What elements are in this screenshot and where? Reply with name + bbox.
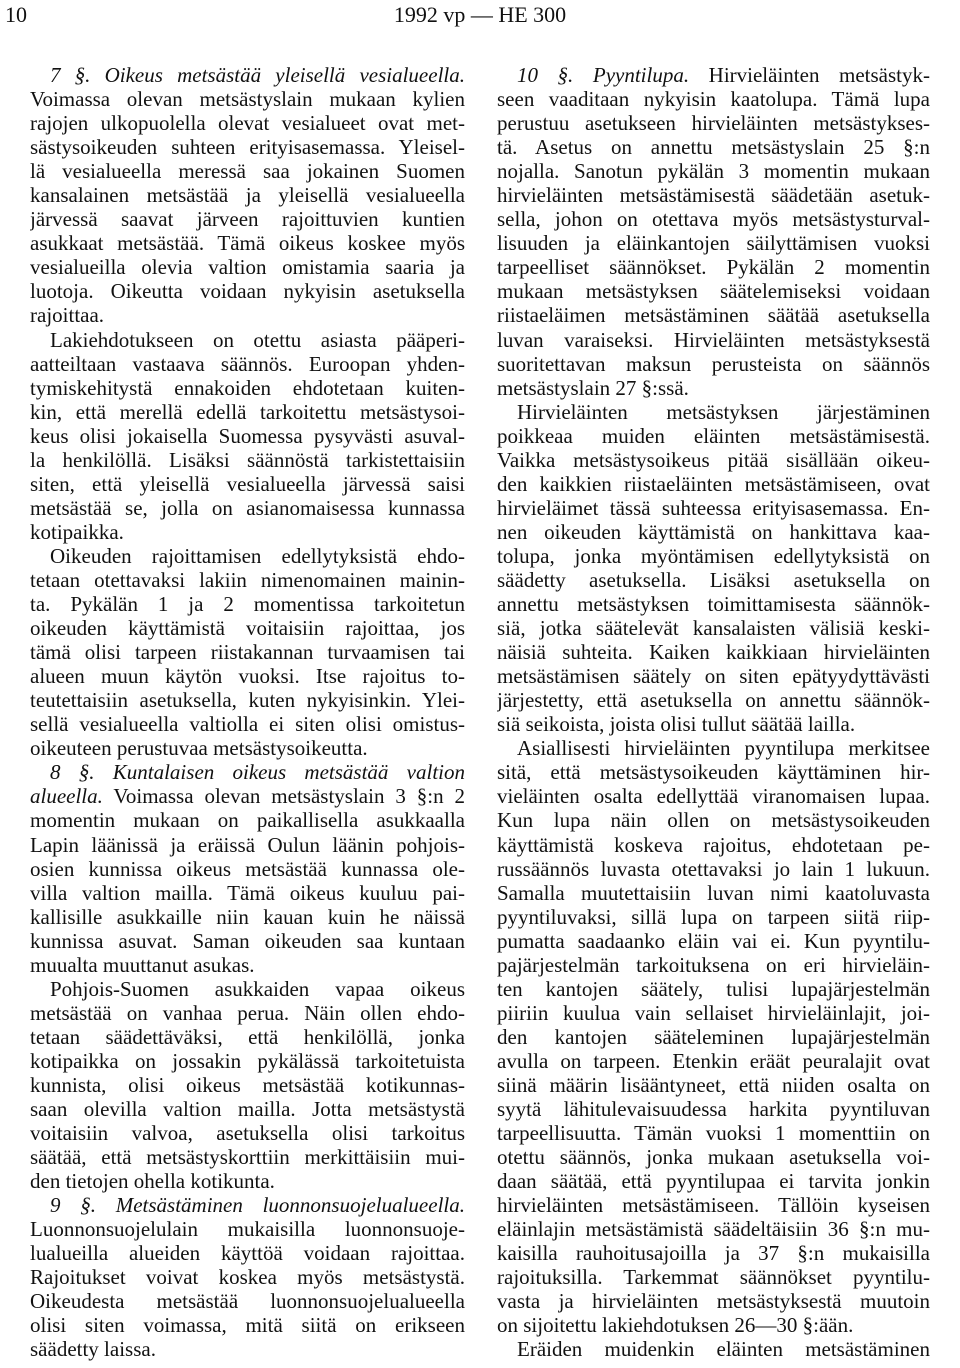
text-line	[30, 159, 465, 183]
text-line	[497, 255, 930, 279]
line-text: oikeuden käyttämistä voitaisiin rajoittaa, jos	[30, 616, 465, 641]
text-line	[497, 688, 930, 712]
line-text: alueen muun käytön vuoksi. Itse rajoitus to-	[30, 664, 465, 689]
text-line	[497, 881, 930, 905]
text-line	[497, 664, 930, 688]
text-line	[497, 592, 930, 616]
text-line	[30, 1001, 465, 1025]
text-line	[30, 1049, 465, 1073]
text-line	[30, 1025, 465, 1049]
text-line	[497, 472, 930, 496]
line-text: pyyntiluvaksi, sillä lupa on tarpeen siitä riip-	[497, 904, 930, 929]
line-text: Asiallisesti hirvieläinten pyyntilupa merkitsee	[517, 736, 930, 761]
line-text: riistaeläimen metsästäminen säätää asetuksella	[497, 303, 930, 328]
text-line	[497, 640, 930, 664]
text-line	[30, 1337, 465, 1361]
section-heading-line	[497, 63, 930, 87]
line-text: aatteiltaan vastaava säännös. Euroopan yhden-	[30, 351, 465, 376]
text-line	[30, 207, 465, 231]
line-text: tarpeellisuutta. Tämän vuoksi 1 momenttiin on	[497, 1121, 930, 1146]
line-text: oikeuteen perustuvaa metsästysoikeutta.	[30, 736, 368, 761]
section-heading: alueella.	[30, 784, 103, 809]
text-line	[497, 953, 930, 977]
text-line	[30, 424, 465, 448]
line-text: järvessä saavat järveen rajoittuvien kuntien	[30, 207, 465, 232]
line-text: keus olisi jokaisella Suomessa pysyvästi asuval-	[30, 423, 465, 448]
text-line	[497, 544, 930, 568]
text-line	[497, 159, 930, 183]
text-line	[497, 496, 930, 520]
text-line	[30, 808, 465, 832]
line-text: mukaan metsästyksen säätelemiseksi voidaan	[497, 279, 930, 304]
text-line	[30, 1241, 465, 1265]
line-text: pumatta saadaanko eläin vai ei. Kun pyyntilu-	[497, 928, 930, 953]
line-text: Vaikka metsästysoikeus pitää sisällään oikeu-	[497, 447, 930, 472]
text-line	[497, 905, 930, 929]
line-text: tarpeelliset säännökset. Pykälän 2 momentin	[497, 255, 930, 280]
line-text: metsästää on vanhaa perua. Näin ollen ehdo-	[30, 1000, 465, 1025]
section-heading-line	[30, 63, 465, 87]
text-line	[497, 183, 930, 207]
line-text: Hirvieläinten metsästyksen järjestäminen	[517, 399, 930, 424]
line-text: lä vesialueella meressä saa jokainen Suomen	[30, 159, 465, 184]
left-text-column	[30, 63, 465, 1362]
text-line	[497, 303, 930, 327]
text-line	[497, 977, 930, 1001]
line-text: sella, johon on otettava myös metsästysturval-	[497, 207, 930, 232]
line-text: suoritettavan maksun perusteista on säännös	[497, 351, 930, 376]
line-text: lisuuden ja eläinkantojen säilyttämisen vuoksi	[497, 231, 930, 256]
line-text: voitaisiin valvoa, asetuksella olisi tarkoitus	[30, 1121, 465, 1146]
text-line	[30, 881, 465, 905]
line-text: osien kunnissa oikeus metsästää kunnassa ole-	[30, 856, 465, 881]
text-line	[30, 664, 465, 688]
text-line	[497, 1073, 930, 1097]
text-line	[30, 1265, 465, 1289]
text-line	[497, 520, 930, 544]
line-text: den kaikkien riistaeläinten metsästämiseen, ovat	[497, 471, 930, 496]
text-line	[30, 231, 465, 255]
text-line	[497, 1145, 930, 1169]
line-text: metsästää se, jolla on asianomaisessa kunnassa	[30, 495, 465, 520]
line-text: kotipaikka.	[30, 519, 124, 544]
right-text-column	[497, 63, 930, 1362]
text-line	[497, 1337, 930, 1361]
text-line	[497, 1001, 930, 1025]
text-line	[30, 1097, 465, 1121]
text-line	[30, 1121, 465, 1145]
text-line	[30, 255, 465, 279]
line-text: tolupa, jonka myöntämisen edellytyksistä on	[497, 543, 930, 568]
line-text: Pohjois-Suomen asukkaiden vapaa oikeus	[50, 976, 465, 1001]
line-text: luotoja. Oikeutta voidaan nykyisin asetuksella	[30, 279, 465, 304]
line-text: pajärjestelmän tarkoituksena on eri hirvieläin-	[497, 952, 930, 977]
line-text: otettu säännös, jonka mukaan asetuksella voi-	[497, 1145, 930, 1170]
line-text: nen oikeuden käyttämistä on hankittava kaa-	[497, 519, 930, 544]
text-line	[497, 808, 930, 832]
line-text: tämä olisi tarpeen riistakannan turvaamisen tai	[30, 640, 465, 665]
text-line	[497, 135, 930, 159]
line-text: eläinlajin metsästämistä säädeltäisiin 36 §:n mu-	[497, 1217, 930, 1242]
line-text: rajoittaa.	[30, 303, 105, 328]
line-text: Voimassa olevan metsästyslain 3 §:n 2	[102, 784, 465, 809]
line-text: daan säätää, että pyyntilupaa ei tarvita jonkin	[497, 1169, 930, 1194]
text-line	[497, 568, 930, 592]
line-text: seen vaaditaan nykyisin kaatolupa. Tämä lupa	[497, 87, 930, 112]
text-line	[30, 135, 465, 159]
text-line	[30, 640, 465, 664]
line-text: järjestetty, että asetuksella on annettu säännök-	[497, 688, 930, 713]
text-line	[30, 448, 465, 472]
line-text: säädetty asetuksella. Lisäksi asetuksella on	[497, 567, 930, 592]
line-text: tetaan otettavaksi lakiin nimenomainen mainin-	[30, 567, 465, 592]
line-text: Kun lupa näin ollen on metsästysoikeuden	[497, 808, 930, 833]
text-line	[30, 111, 465, 135]
line-text: Oikeudesta metsästää luonnonsuojelualueella	[30, 1289, 465, 1314]
text-line	[497, 760, 930, 784]
text-line	[30, 1313, 465, 1337]
text-line	[497, 207, 930, 231]
text-line	[497, 712, 930, 736]
line-text: metsästämisen säätely on siten epätyydyttävästi	[497, 664, 930, 689]
text-line	[30, 1145, 465, 1169]
line-text: poikkeaa muiden eläinten metsästämisestä.	[497, 423, 930, 448]
line-text: Eräiden muidenkin eläinten metsästäminen	[517, 1337, 930, 1362]
line-text: siinä määrin lisääntyneet, että niiden osalta on	[497, 1072, 930, 1097]
section-heading: 10 §. Pyyntilupa.	[517, 63, 690, 87]
text-line	[497, 736, 930, 760]
text-line	[30, 303, 465, 327]
line-text: sitä, että metsästysoikeuden käyttäminen hir-	[497, 760, 930, 785]
text-line	[497, 1193, 930, 1217]
text-line	[30, 857, 465, 881]
text-line	[30, 1073, 465, 1097]
text-line	[497, 1025, 930, 1049]
line-text: säätää, että metsästyskorttiin merkittäisiin mui-	[30, 1145, 465, 1170]
line-text: rajoituksilla. Tarkemmat säännökset pyyntilu-	[497, 1265, 930, 1290]
line-text: kotipaikka on jossakin pykälässä tarkoitetuista	[30, 1048, 465, 1073]
section-heading: 8 §. Kuntalaisen oikeus metsästää valtion	[50, 760, 465, 785]
text-line	[30, 833, 465, 857]
line-text: olisi siten voimassa, mitä siitä on erikseen	[30, 1313, 465, 1338]
section-heading-line	[30, 760, 465, 784]
text-line	[30, 87, 465, 111]
line-text: ta. Pykälän 1 ja 2 momentissa tarkoitetun	[30, 592, 465, 617]
text-line	[30, 736, 465, 760]
section-heading-line	[30, 784, 465, 808]
text-line	[497, 857, 930, 881]
line-text: kallisille asukkaille niin kauan kuin he näissä	[30, 904, 465, 929]
line-text: kaisilla rauhoitusajoilla ja 37 §:n mukaisilla	[497, 1241, 930, 1266]
line-text: hirvieläinten metsästämisestä säädetään asetuk-	[497, 183, 930, 208]
line-text: syytä lähitulevaisuudessa harkita pyyntiluvan	[497, 1097, 930, 1122]
line-text: nojalla. Sanotun pykälän 3 momentin mukaan	[497, 159, 930, 184]
line-text: Voimassa olevan metsästyslain mukaan kylien	[30, 87, 465, 112]
text-line	[30, 616, 465, 640]
line-text: muualta muuttanut asukas.	[30, 952, 255, 977]
line-text: luvan varaiseksi. Hirvieläinten metsästyksestä	[497, 327, 930, 352]
text-line	[30, 544, 465, 568]
line-text: hirvieläinten metsästämiseen. Tällöin kyseisen	[497, 1193, 930, 1218]
text-line	[30, 279, 465, 303]
line-text: metsästyslain 27 §:ssä.	[497, 375, 689, 400]
line-text: tetaan säädettäväksi, että henkilöllä, jonka	[30, 1024, 465, 1049]
text-line	[497, 616, 930, 640]
line-text: villa valtion mailla. Tämä oikeus kuuluu pai-	[30, 880, 465, 905]
text-line	[497, 929, 930, 953]
line-text: vieläinten osalta edellyttää viranomaisen lupaa.	[497, 784, 930, 809]
page-header	[0, 2, 960, 28]
text-line	[30, 1169, 465, 1193]
line-text: teutettaisiin asetuksella, kuten nykyisinkin. Ylei-	[30, 688, 465, 713]
text-line	[30, 183, 465, 207]
text-line	[30, 352, 465, 376]
text-line	[497, 784, 930, 808]
line-text: den kantojen sääteleminen lupajärjestelmän	[497, 1024, 930, 1049]
text-line	[30, 929, 465, 953]
text-line	[497, 279, 930, 303]
text-line	[497, 1169, 930, 1193]
line-text: annettu metsästyksen toimittamisesta säännök-	[497, 592, 930, 617]
line-text: vesialueilla olevia valtion omistamia saaria ja	[30, 255, 465, 280]
text-line	[497, 833, 930, 857]
text-line	[497, 231, 930, 255]
line-text: kunnista, olisi oikeus metsästää kotikunnas-	[30, 1072, 465, 1097]
text-line	[30, 592, 465, 616]
text-line	[497, 448, 930, 472]
text-line	[497, 1313, 930, 1337]
line-text: siä seikoista, joista olisi tullut säätää lailla.	[497, 712, 856, 737]
text-line	[30, 520, 465, 544]
text-line	[497, 1097, 930, 1121]
text-line	[497, 111, 930, 135]
text-line	[30, 400, 465, 424]
text-line	[30, 688, 465, 712]
line-text: la henkilöllä. Lisäksi säännöstä tarkistettaisiin	[30, 447, 465, 472]
line-text: rajojen ulkopuolella olevat vesialueet ovat met-	[30, 111, 465, 136]
line-text: avulla on tarpeen. Etenkin eräät peuralajit ovat	[497, 1048, 930, 1073]
text-line	[30, 953, 465, 977]
line-text: momentin mukaan on paikallisella asukkaalla	[30, 808, 465, 833]
line-text: Luonnonsuojelulain mukaisilla luonnonsuoje-	[30, 1217, 465, 1242]
line-text: säädetty laissa.	[30, 1337, 156, 1362]
line-text: Lakiehdotukseen on otettu asiasta pääperi-	[50, 327, 465, 352]
line-text: Lapin läänissä ja eräissä Oulun läänin pohjois-	[30, 832, 465, 857]
line-text: on sijoitettu lakiehdotuksen 26—30 §:ään.	[497, 1313, 854, 1338]
text-line	[30, 712, 465, 736]
text-line	[497, 424, 930, 448]
text-line	[30, 905, 465, 929]
line-text: hirvieläimet tässä suhteessa erityisasemassa. En-	[497, 495, 930, 520]
line-text: siä, jotka säätelevät kansalaisten välisiä keski-	[497, 616, 930, 641]
text-line	[497, 1265, 930, 1289]
text-line	[30, 977, 465, 1001]
line-text: tä. Asetus on annettu metsästyslain 25 §:n	[497, 135, 930, 160]
text-line	[30, 1217, 465, 1241]
text-line	[30, 1289, 465, 1313]
line-text: lualueilla alueiden käyttöä voidaan rajoittaa.	[30, 1241, 465, 1266]
line-text: russäännös luvasta otettavaksi jo lain 1 lukuun.	[497, 856, 930, 881]
line-text: käyttämistä koskeva rajoitus, ehdotetaan pe-	[497, 832, 930, 857]
line-text: asukkaat metsästää. Tämä oikeus koskee myös	[30, 231, 465, 256]
line-text: Rajoitukset voivat koskea myös metsästystä.	[30, 1265, 465, 1290]
line-text: kunnissa asuvat. Saman oikeuden saa kuntaan	[30, 928, 465, 953]
text-line	[30, 472, 465, 496]
text-line	[497, 87, 930, 111]
section-heading: 7 §. Oikeus metsästää yleisellä vesialueella.	[50, 63, 465, 87]
line-text: piiriin kuulua vain sellaiset hirvieläinlajit, joi-	[497, 1000, 930, 1025]
line-text: sellä vesialueella valtiolla ei siten olisi omistus-	[30, 712, 465, 737]
line-text: sästysoikeuden suhteen erityisasemassa. Yleisel-	[30, 135, 465, 160]
line-text: den tietojen ohella kotikunta.	[30, 1169, 275, 1194]
text-line	[30, 328, 465, 352]
document-title: 1992 vp — HE 300	[393, 2, 567, 27]
line-text: ten kantojen säätely, tulisi lupajärjestelmän	[497, 976, 930, 1001]
text-line	[497, 352, 930, 376]
text-line	[497, 1241, 930, 1265]
page-number: 10	[5, 2, 27, 27]
line-text: Hirvieläinten metsästyk-	[689, 63, 930, 87]
section-heading: 9 §. Metsästäminen luonnonsuojelualueella.	[50, 1193, 465, 1218]
line-text: saan olevilla valtion mailla. Jotta metsästystä	[30, 1097, 465, 1122]
text-line	[497, 328, 930, 352]
text-line	[497, 1049, 930, 1073]
section-heading-line	[30, 1193, 465, 1217]
line-text: Oikeuden rajoittamisen edellytyksistä ehdo-	[50, 543, 465, 568]
text-line	[497, 1289, 930, 1313]
text-line	[30, 568, 465, 592]
line-text: perustuu asetukseen hirvieläinten metsästykses-	[497, 111, 930, 136]
line-text: siten, että yleisellä vesialueella järvessä saisi	[30, 471, 465, 496]
text-line	[497, 1121, 930, 1145]
line-text: tymiskehitystä ennakoiden ehdotetaan kuiten-	[30, 375, 465, 400]
text-line	[30, 496, 465, 520]
line-text: kin, että merellä edellä tarkoitettu metsästysoi-	[30, 399, 465, 424]
line-text: vasta ja hirvieläinten metsästyksestä muutoin	[497, 1289, 930, 1314]
line-text: näisiä suhteita. Kaiken kaikkiaan hirvieläinten	[497, 640, 930, 665]
text-line	[30, 376, 465, 400]
line-text: kansalainen metsästää ja yleisellä vesialueella	[30, 183, 465, 208]
line-text: Samalla muutettaisiin luvan nimi kaatoluvasta	[497, 880, 930, 905]
text-line	[497, 1217, 930, 1241]
text-line	[497, 376, 930, 400]
text-line	[497, 400, 930, 424]
